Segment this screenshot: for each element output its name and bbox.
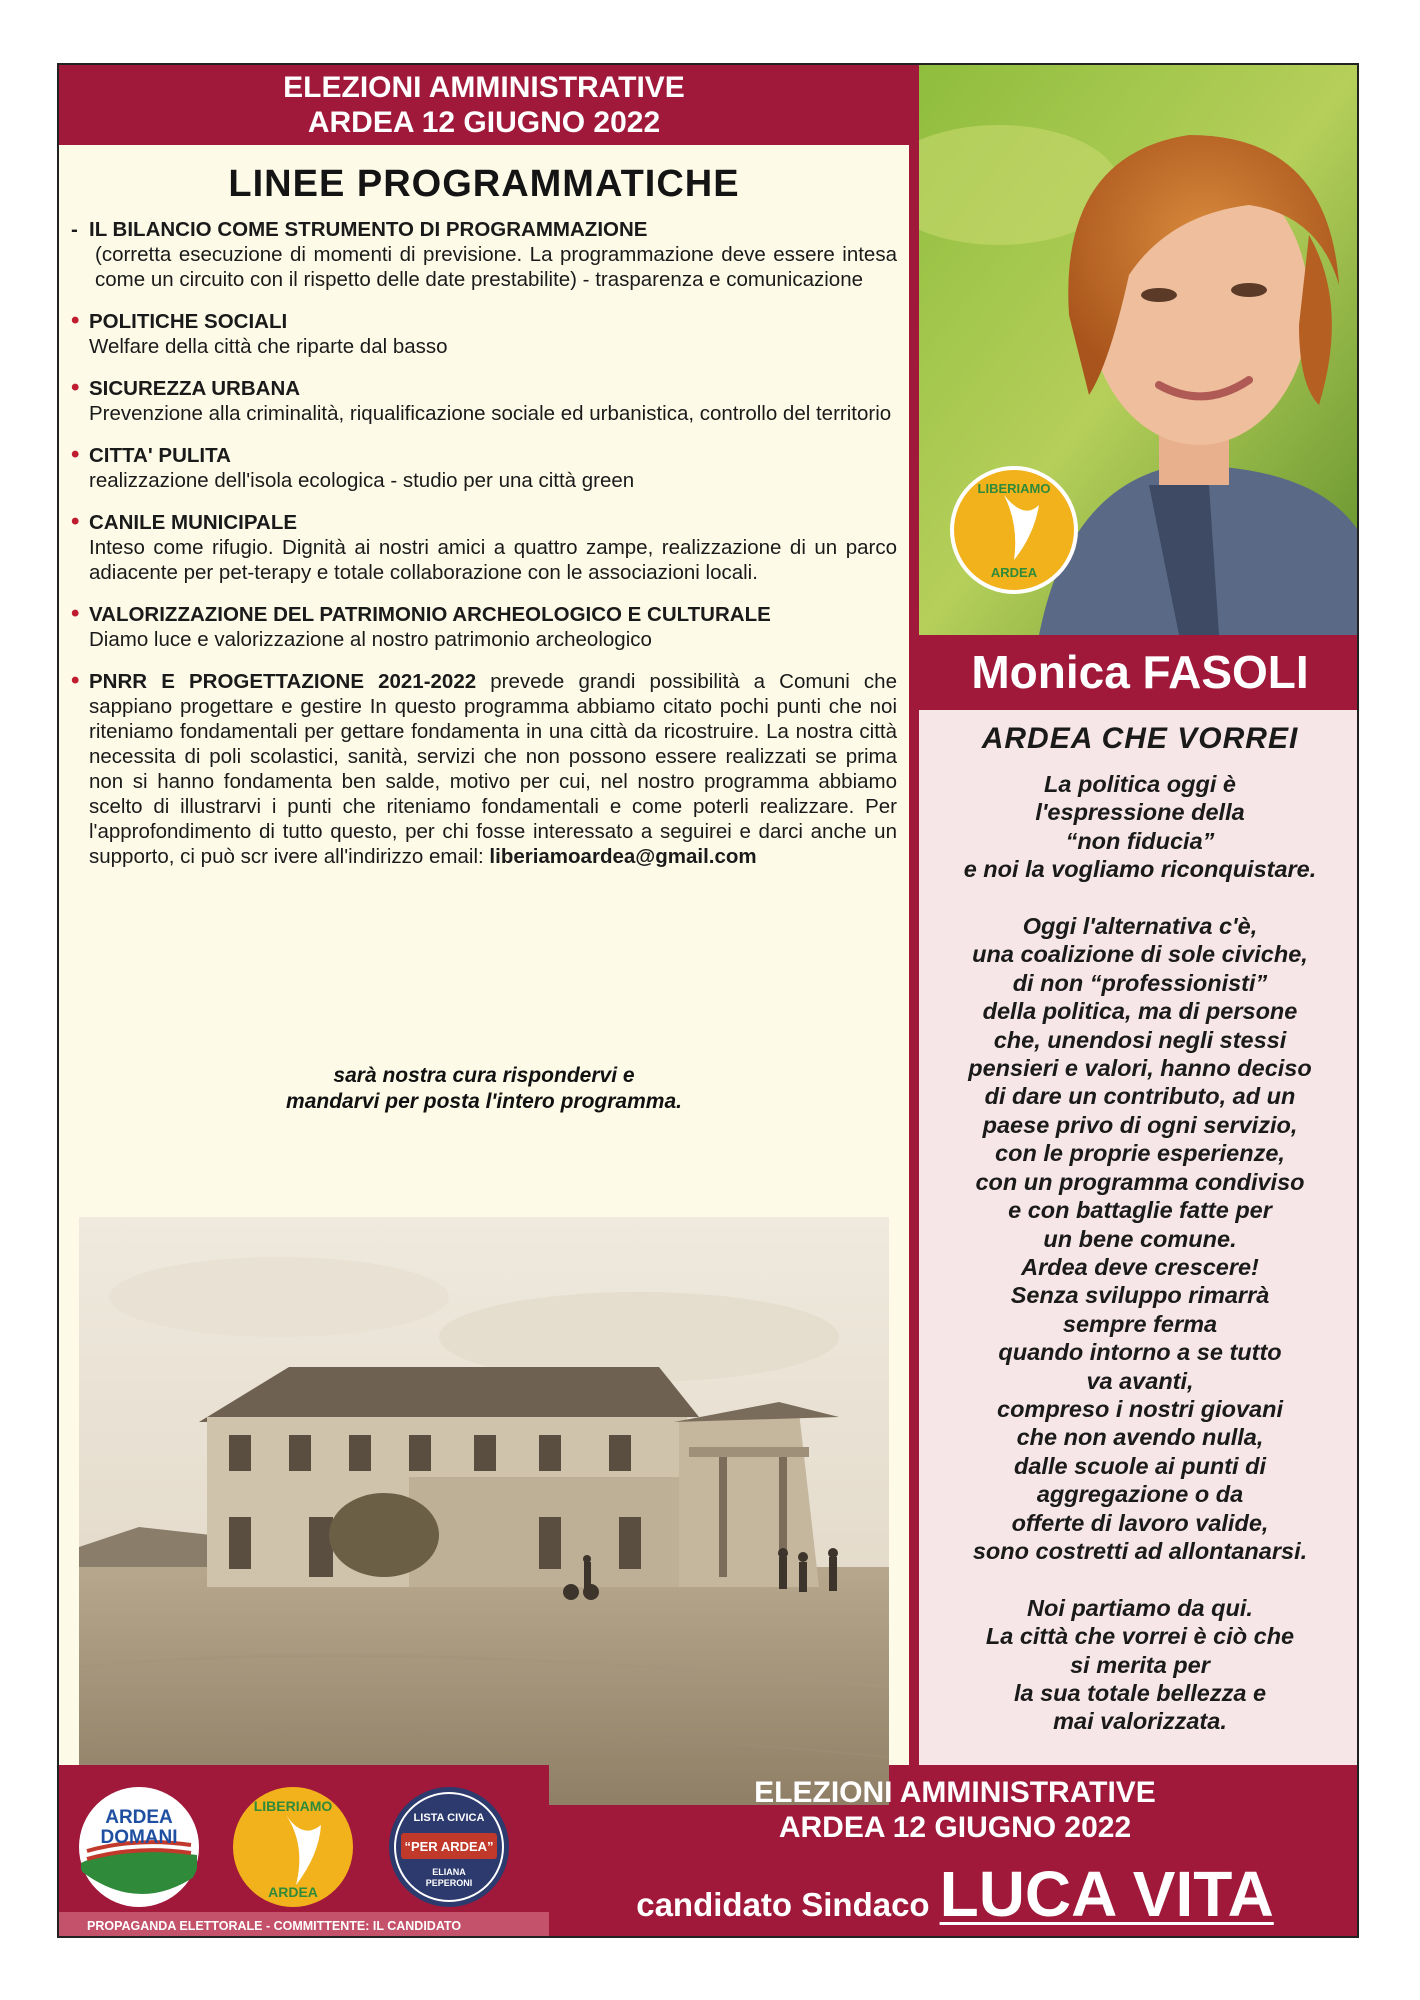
liberiamo-bottom-text: ARDEA xyxy=(268,1884,318,1900)
vision-line: offerte di lavoro valide, xyxy=(1011,1509,1269,1536)
vision-line xyxy=(919,884,1359,912)
vision-line xyxy=(919,1565,1359,1593)
mayor-candidate xyxy=(549,1857,1359,1931)
party-logos xyxy=(59,1765,549,1938)
poster xyxy=(57,63,1359,1938)
program-list xyxy=(71,217,897,886)
per-ardea-text: “PER ARDEA” xyxy=(404,1839,494,1854)
peperoni-text: PEPERONI xyxy=(425,1878,473,1888)
program-item-pnrr xyxy=(71,669,897,869)
program-item-head: IL BILANCIO COME STRUMENTO DI PROGRAMMAZIONE xyxy=(89,218,648,241)
program-item xyxy=(71,309,897,359)
vision-line: Ardea deve crescere! xyxy=(1021,1253,1259,1280)
program-item-head: CITTA' PULITA xyxy=(89,444,231,467)
program-panel xyxy=(59,145,909,1765)
program-title: LINEE PROGRAMMATICHE xyxy=(228,163,740,205)
vision-line: pensieri e valori, hanno deciso xyxy=(968,1055,1312,1082)
pnrr-paragraph xyxy=(89,669,897,869)
program-item-head: SICUREZZA URBANA xyxy=(89,377,301,400)
vision-line: con le proprie esperienze, xyxy=(995,1140,1285,1167)
vision-line: si merita per xyxy=(1070,1651,1210,1678)
header-line-2: ARDEA 12 GIUGNO 2022 xyxy=(307,106,661,139)
vision-line: con un programma condiviso xyxy=(975,1168,1305,1195)
vision-line: l'espressione della xyxy=(1035,799,1245,826)
vision-line: Oggi l'alternativa c'è, xyxy=(1022,913,1258,940)
lista-civica-text: LISTA CIVICA xyxy=(413,1812,485,1824)
vision-line: compreso i nostri giovani xyxy=(997,1395,1283,1422)
candidate-name-plate: Monica FASOLI xyxy=(971,646,1309,698)
vision-line: che non avendo nulla, xyxy=(1016,1424,1264,1451)
vision-line: sono costretti ad allontanarsi. xyxy=(972,1537,1308,1564)
vision-line: “non fiducia” xyxy=(1065,827,1215,854)
program-item xyxy=(71,602,897,652)
vision-title: ARDEA CHE VORREI xyxy=(981,722,1299,755)
vision-line: paese privo di ogni servizio, xyxy=(982,1111,1298,1138)
vision-line: e con battaglie fatte per xyxy=(1008,1197,1272,1224)
vision-line: la sua totale bellezza e xyxy=(1013,1680,1267,1706)
vision-line: La città che vorrei è ciò che xyxy=(985,1623,1295,1650)
vision-line: e noi la vogliamo riconquistare. xyxy=(963,856,1317,883)
historic-photo xyxy=(79,1217,889,1805)
bullet-icon: • xyxy=(71,600,80,627)
per-ardea-logo-icon xyxy=(387,1785,511,1909)
dash-bullet: - xyxy=(71,218,78,241)
ardea-domani-text-1: ARDEA xyxy=(105,1807,173,1828)
election-header xyxy=(59,65,909,145)
liberiamo-ardea-logo-icon xyxy=(231,1785,355,1909)
contact-email[interactable]: liberiamoardea@gmail.com xyxy=(489,845,757,868)
ardea-domani-logo-icon xyxy=(77,1785,201,1909)
vision-line: mai valorizzata. xyxy=(1053,1708,1227,1735)
vision-line: un bene comune. xyxy=(1043,1225,1237,1252)
propaganda-note: PROPAGANDA ELETTORALE - COMMITTENTE: IL CANDIDATO xyxy=(59,1912,549,1938)
liberiamo-top-text: LIBERIAMO xyxy=(253,1798,333,1814)
candidate-label: candidato Sindaco xyxy=(636,1886,930,1923)
program-item-body: Welfare della città che riparte dal basso xyxy=(89,335,448,358)
bullet-icon: • xyxy=(71,307,80,334)
footer-election-block xyxy=(549,1765,1359,1938)
candidate-portrait-illustration xyxy=(919,65,1359,635)
program-item-body: realizzazione dell'isola ecologica - studio per una città green xyxy=(89,469,635,492)
program-item-head: VALORIZZAZIONE DEL PATRIMONIO ARCHEOLOGICO E CULTURALE xyxy=(89,603,771,626)
program-item-head: POLITICHE SOCIALI xyxy=(89,310,288,333)
historic-photo-illustration xyxy=(79,1217,889,1805)
badge-top-text: LIBERIAMO xyxy=(977,481,1051,496)
footer-line-2: ARDEA 12 GIUGNO 2022 xyxy=(778,1811,1132,1844)
bullet-icon: • xyxy=(71,374,80,401)
bullet-icon: • xyxy=(71,441,80,468)
vision-line: va avanti, xyxy=(1086,1367,1194,1394)
program-item xyxy=(71,510,897,585)
vision-text xyxy=(919,770,1359,1736)
vision-line: di non “professionisti” xyxy=(1012,969,1268,996)
program-item xyxy=(71,443,897,493)
badge-bottom-text: ARDEA xyxy=(990,565,1038,580)
vision-line: aggregazione o da xyxy=(1036,1481,1244,1508)
vision-line: una coalizione di sole civiche, xyxy=(972,941,1308,968)
header-line-1: ELEZIONI AMMINISTRATIVE xyxy=(283,71,685,104)
vision-panel xyxy=(919,710,1359,1765)
vision-line: dalle scuole ai punti di xyxy=(1013,1452,1267,1479)
vision-line: quando intorno a se tutto xyxy=(998,1339,1282,1366)
vision-line: Noi partiamo da qui. xyxy=(1027,1594,1253,1621)
candidate-portrait xyxy=(919,65,1359,635)
pnrr-body: prevede grandi possibilità a Comuni che sappiano progettare e gestire In questo programma abbiamo citato pochi punti che noi riteniamo fondamentali per gettare fondamenta in una città da ricostruire. La nostra città necessita di poli scolastici, sanità, servizi che non possono essere realizzati se prima non si hanno fondamenta ben salde, motivo per cui, nel nostro programma abbiamo scelto di illustrarvi i punti che riteniamo fondamentali e come poterli realizzare. Per l'approfondimento di tutto questo, per chi fosse interessato a seguirei e darci anche un supporto, ci può scr ivere all'indirizzo email: xyxy=(89,670,897,868)
program-item-body: (corretta esecuzione di momenti di previsione. La programmazione deve essere intesa come un circuito con il rispetto delle date prestabilite) - trasparenza e comunicazione xyxy=(95,243,897,291)
closing-note xyxy=(59,1063,909,1115)
program-item xyxy=(71,376,897,426)
closing-line-2: mandarvi per posta l'intero programma. xyxy=(286,1090,682,1113)
vision-line: Senza sviluppo rimarrà xyxy=(1010,1282,1270,1309)
vision-line: sempre ferma xyxy=(1062,1310,1218,1337)
eliana-text: ELIANA xyxy=(432,1867,466,1877)
vision-line: della politica, ma di persone xyxy=(982,998,1298,1025)
program-item xyxy=(71,217,897,292)
candidate-name: LUCA VITA xyxy=(939,1858,1274,1930)
vision-line: di dare un contributo, ad un xyxy=(984,1083,1296,1110)
bullet-icon: • xyxy=(71,508,80,535)
program-item-body: Inteso come rifugio. Dignità ai nostri amici a quattro zampe, realizzazione di un parco adiacente per pet-terapy e totale collaborazione con le associazioni locali. xyxy=(89,536,897,584)
footer-line-1: ELEZIONI AMMINISTRATIVE xyxy=(754,1776,1156,1809)
pnrr-head: PNRR E PROGETTAZIONE 2021-2022 xyxy=(89,670,477,693)
bullet-icon: • xyxy=(71,667,80,694)
program-item-body: Prevenzione alla criminalità, riqualificazione sociale ed urbanistica, controllo del territorio xyxy=(89,402,892,425)
vision-line: che, unendosi negli stessi xyxy=(993,1026,1287,1053)
program-item-body: Diamo luce e valorizzazione al nostro patrimonio archeologico xyxy=(89,628,652,651)
closing-line-1: sarà nostra cura rispondervi e xyxy=(333,1064,635,1087)
vision-line: La politica oggi è xyxy=(1044,771,1236,797)
program-item-head: CANILE MUNICIPALE xyxy=(89,511,298,534)
ardea-domani-text-2: DOMANI xyxy=(100,1827,178,1848)
